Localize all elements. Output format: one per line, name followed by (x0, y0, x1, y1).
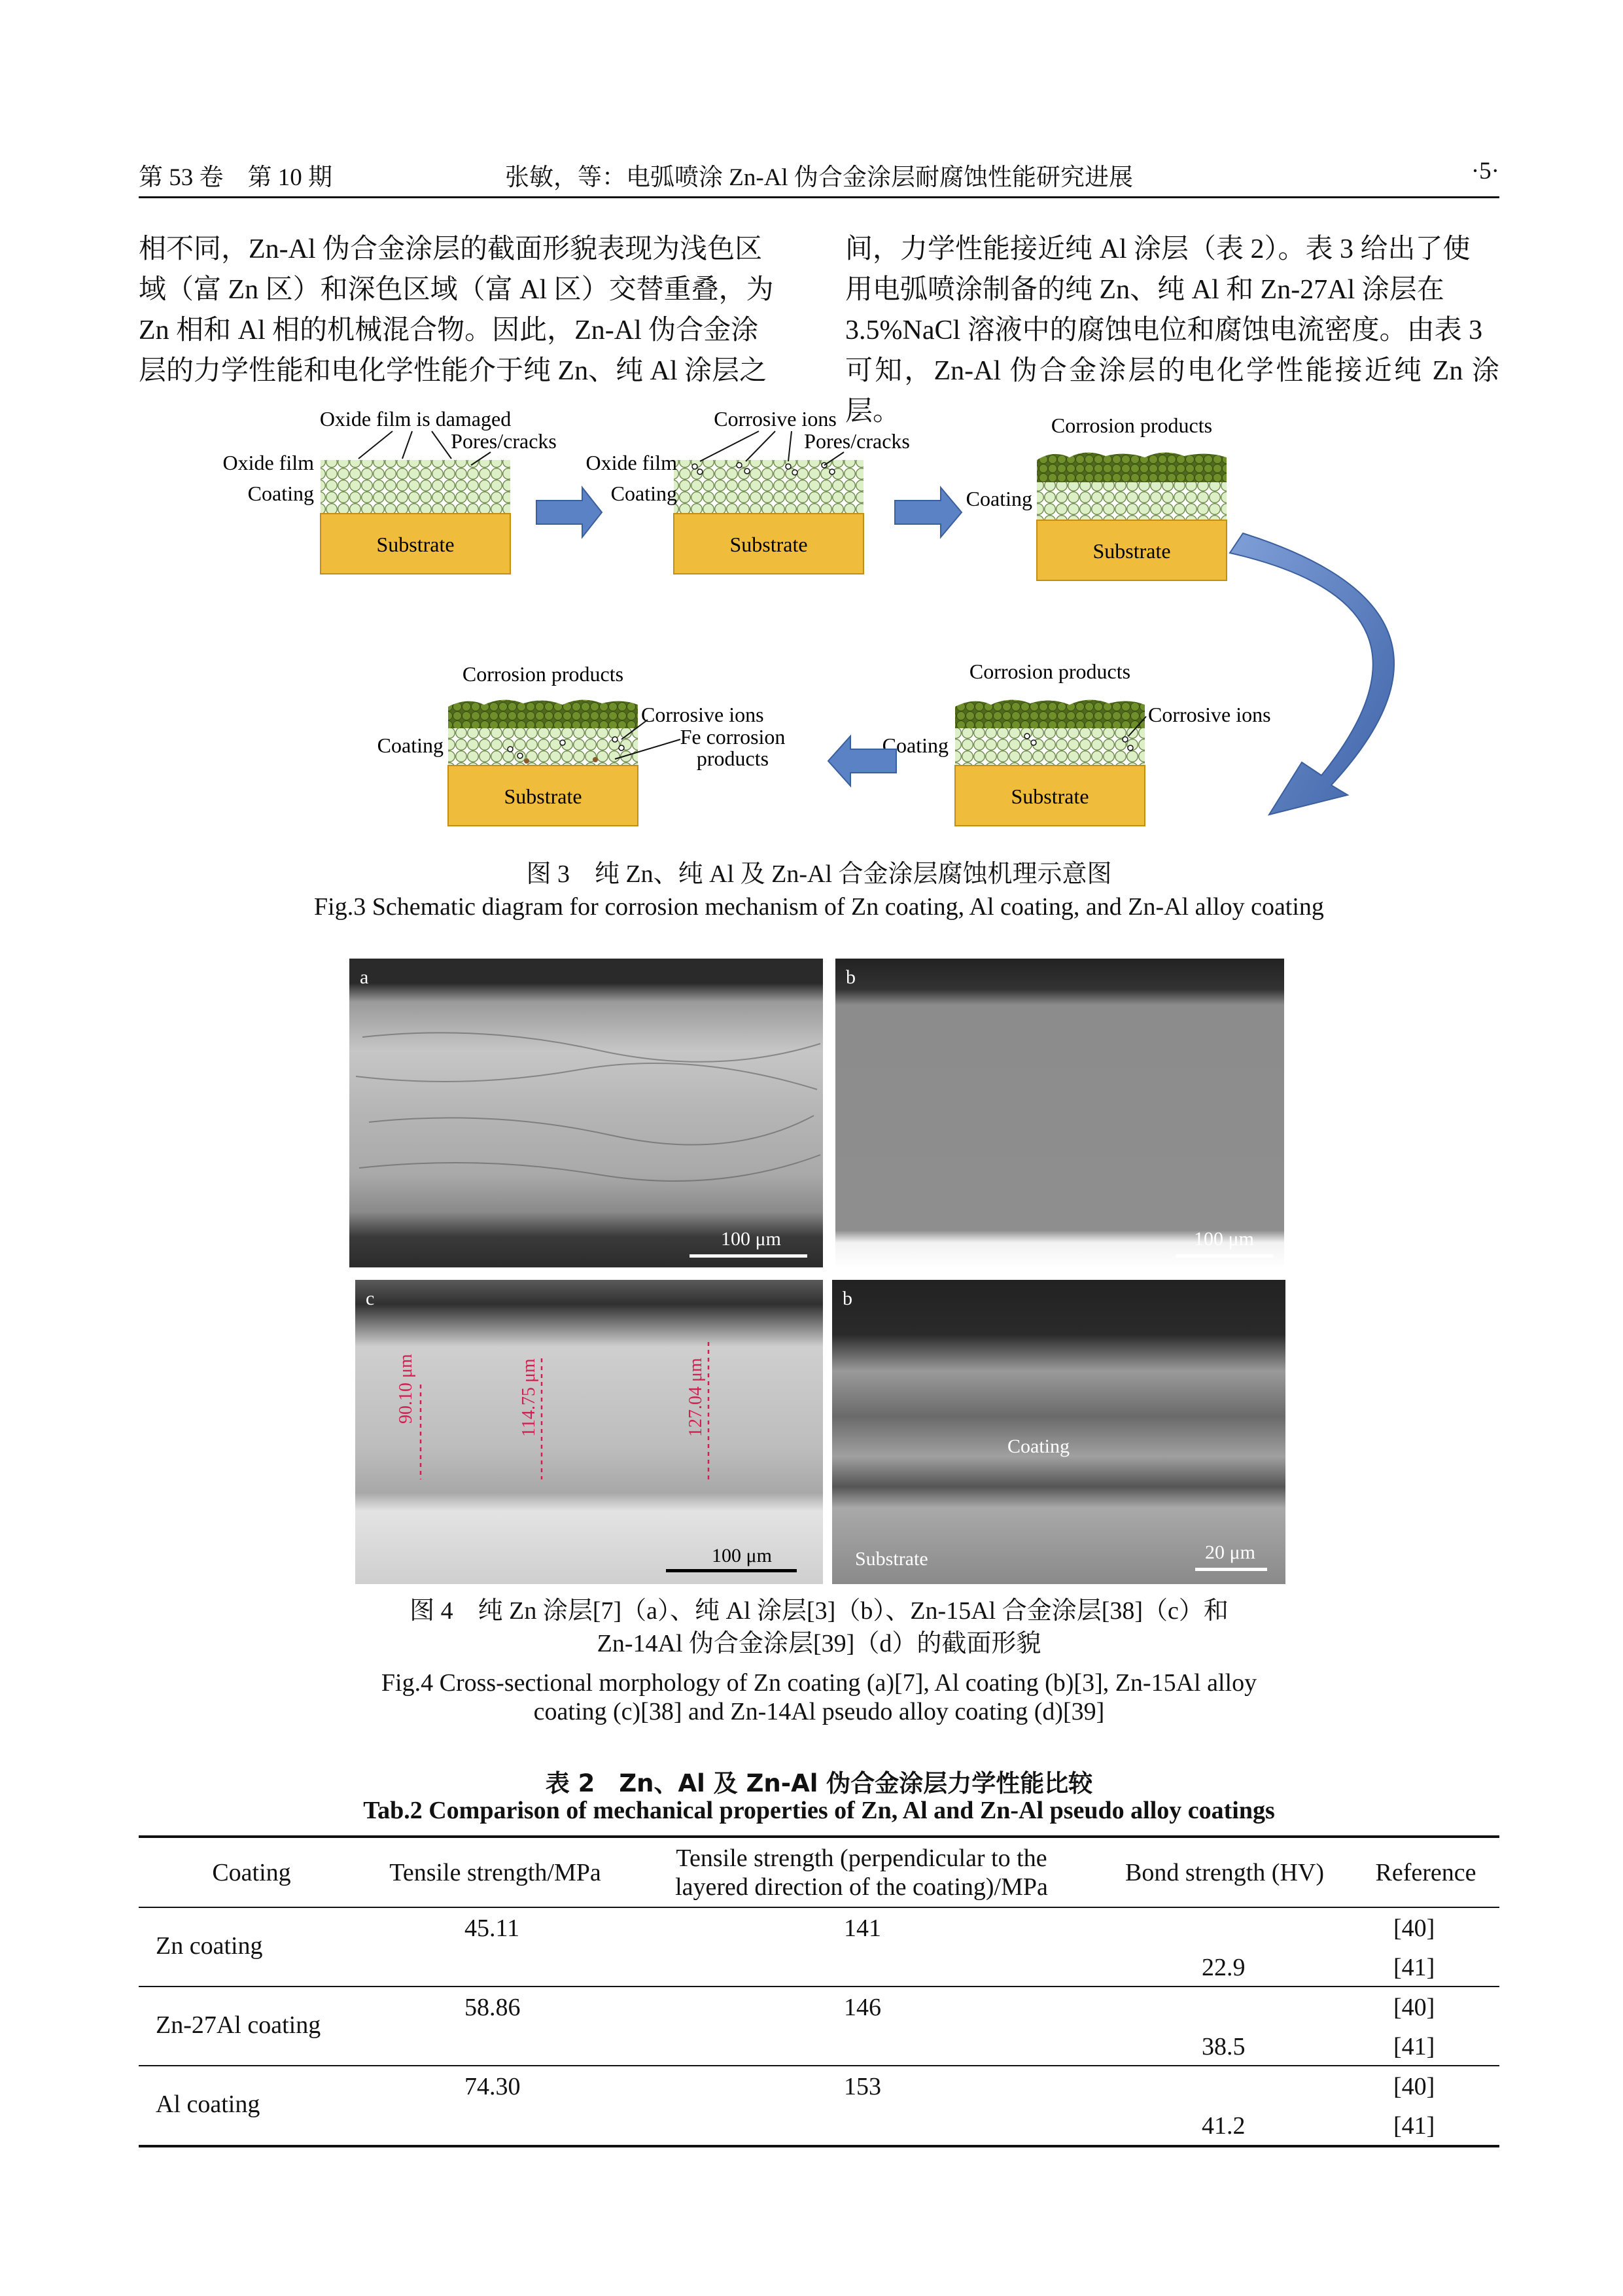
running-title: 张敏，等：电弧喷涂 Zn-Al 伪合金涂层耐腐蚀性能研究进展 (505, 164, 1133, 191)
label-corrosive-ions-2: Corrosive ions (714, 409, 837, 431)
figure-3-schematic (196, 409, 1439, 854)
micrograph-a (349, 959, 823, 1267)
label-oxide-film-2: Oxide film (585, 451, 677, 474)
label-corrosion-products-4: Corrosion products (969, 660, 1131, 683)
body-column-right (845, 229, 1499, 432)
table-header-rule (139, 1907, 1499, 1908)
schematic-stage-4 (882, 660, 1271, 826)
figure-4-caption-cn-2: Zn-14Al 伪合金涂层[39]（d）的截面形貌 (597, 1630, 1041, 1657)
label-oxide-damaged: Oxide film is damaged (319, 409, 512, 431)
scale-bar (666, 1569, 797, 1572)
label-substrate-1: Substrate (376, 533, 455, 556)
table-cell-ref: [40] (1393, 2073, 1435, 2100)
panel-label: b (846, 966, 856, 988)
scale-label: 100 μm (712, 1545, 772, 1566)
schematic-stage-2 (585, 409, 909, 574)
label-coating-5: Coating (377, 733, 444, 757)
substrate-label: Substrate (855, 1548, 928, 1570)
page-number: ·5· (1471, 158, 1499, 185)
table-cell-ref: [40] (1393, 1915, 1435, 1942)
label-coating-4: Coating (882, 733, 949, 757)
arrow-right-2 (895, 487, 962, 537)
label-substrate-5: Substrate (504, 785, 582, 808)
table-cell-perp: 146 (844, 1994, 881, 2021)
table-cell-tensile: 74.30 (464, 2073, 521, 2100)
table-cell-bond: 41.2 (1202, 2112, 1246, 2140)
table-cell-bond: 38.5 (1202, 2033, 1246, 2060)
table-2-caption-cn: 表 2 Zn、Al 及 Zn-Al 伪合金涂层力学性能比较 (545, 1769, 1093, 1797)
body-line: 间，力学性能接近纯 Al 涂层（表 2）。表 3 给出了使 (845, 234, 1471, 264)
table-cell-coating: Zn coating (156, 1932, 263, 1960)
body-line: 层的力学性能和电化学性能介于纯 Zn、纯 Al 涂层之 (139, 356, 767, 386)
arrow-right-1 (536, 487, 602, 537)
micrograph-c (355, 1280, 823, 1584)
label-fe-corrosion-2: products (696, 747, 769, 770)
table-cell-bond: 22.9 (1202, 1954, 1246, 1981)
header-bond: Bond strength (HV) (1125, 1859, 1324, 1886)
schematic-stage-1 (222, 409, 556, 574)
measure-label: 127.04 μm (686, 1358, 706, 1437)
body-line: 可知，Zn-Al 伪合金涂层的电化学性能接近纯 Zn 涂层。 (845, 356, 1499, 427)
label-substrate-4: Substrate (1011, 785, 1089, 808)
header-coating: Coating (212, 1859, 291, 1886)
label-corrosion-products-3: Corrosion products (1051, 414, 1213, 437)
header-perp-1: Tensile strength (perpendicular to the (676, 1845, 1047, 1872)
arrow-curved-down (1230, 533, 1394, 815)
table-2-caption-en: Tab.2 Comparison of mechanical properties of Zn, Al and Zn-Al pseudo alloy coatings (363, 1797, 1275, 1824)
micrograph-b (835, 959, 1284, 1267)
running-header (139, 157, 1499, 196)
scale-bar (689, 1254, 807, 1258)
header-perp-2: layered direction of the coating)/MPa (675, 1873, 1048, 1901)
table-cell-coating: Zn-27Al coating (156, 2011, 321, 2039)
body-line: 3.5%NaCl 溶液中的腐蚀电位和腐蚀电流密度。由表 3 (845, 315, 1483, 345)
label-corrosive-ions-4: Corrosive ions (1148, 703, 1271, 726)
header-rule (139, 196, 1499, 198)
panel-label: c (366, 1288, 375, 1309)
header-tensile: Tensile strength/MPa (389, 1859, 601, 1886)
body-line: 域（富 Zn 区）和深色区域（富 Al 区）交替重叠，为 (139, 275, 774, 305)
figure-3-caption-cn: 图 3 纯 Zn、纯 Al 及 Zn-Al 合金涂层腐蚀机理示意图 (526, 860, 1112, 888)
figure-3-caption-en: Fig.3 Schematic diagram for corrosion mechanism of Zn coating, Al coating, and Zn-Al alloy coating (314, 893, 1324, 921)
table-cell-ref: [41] (1393, 2112, 1435, 2140)
table-bottom-rule (139, 2145, 1499, 2147)
table-row-rule (139, 1986, 1499, 1987)
label-pores-2: Pores/cracks (804, 429, 910, 453)
panel-label: a (360, 966, 369, 988)
label-corrosion-products-5: Corrosion products (462, 662, 624, 686)
header-reference: Reference (1375, 1859, 1476, 1886)
table-cell-tensile: 58.86 (464, 1994, 521, 2021)
table-top-rule (139, 1835, 1499, 1838)
measure-label: 90.10 μm (396, 1354, 416, 1424)
scale-bar (1195, 1568, 1267, 1571)
scale-label: 100 μm (721, 1228, 781, 1250)
label-coating-3: Coating (966, 487, 1032, 510)
body-column-left (139, 229, 793, 391)
label-oxide-film-1: Oxide film (222, 451, 314, 474)
micrograph-d (832, 1280, 1285, 1584)
label-substrate-2: Substrate (729, 533, 808, 556)
label-substrate-3: Substrate (1092, 539, 1171, 563)
table-cell-perp: 141 (844, 1915, 881, 1942)
coating-label: Coating (1007, 1436, 1070, 1457)
table-cell-perp: 153 (844, 2073, 881, 2100)
label-coating-1: Coating (247, 482, 314, 505)
measure-label: 114.75 μm (519, 1358, 539, 1437)
body-line: 用电弧喷涂制备的纯 Zn、纯 Al 和 Zn-27Al 涂层在 (845, 275, 1444, 305)
figure-4-caption-en-2: coating (c)[38] and Zn-14Al pseudo alloy coating (d)[39] (533, 1698, 1105, 1725)
schematic-stage-3 (966, 414, 1227, 580)
table-cell-tensile: 45.11 (464, 1915, 520, 1942)
scale-bar (1176, 1254, 1274, 1258)
table-cell-ref: [40] (1393, 1994, 1435, 2021)
label-fe-corrosion-1: Fe corrosion (680, 725, 786, 749)
volume-issue: 第 53 卷 第 10 期 (139, 164, 332, 191)
label-coating-2: Coating (610, 482, 677, 505)
scale-label: 100 μm (1194, 1228, 1254, 1250)
label-pores-1: Pores/cracks (451, 429, 557, 453)
body-line: Zn 相和 Al 相的机械混合物。因此，Zn-Al 伪合金涂 (139, 315, 759, 345)
label-corrosive-ions-5: Corrosive ions (641, 703, 764, 726)
panel-label: b (843, 1288, 852, 1309)
table-cell-ref: [41] (1393, 1954, 1435, 1981)
table-cell-ref: [41] (1393, 2033, 1435, 2060)
body-line: 相不同，Zn-Al 伪合金涂层的截面形貌表现为浅色区 (139, 234, 763, 264)
table-row-rule (139, 2065, 1499, 2066)
figure-4-caption-cn-1: 图 4 纯 Zn 涂层[7]（a）、纯 Al 涂层[3]（b）、Zn-15Al 合金涂层[38]（c）和 (410, 1597, 1229, 1625)
schematic-stage-5 (377, 662, 786, 826)
scale-label: 20 μm (1205, 1542, 1255, 1563)
table-cell-coating: Al coating (156, 2091, 260, 2118)
figure-4-caption-en-1: Fig.4 Cross-sectional morphology of Zn coating (a)[7], Al coating (b)[3], Zn-15Al alloy (381, 1669, 1257, 1697)
